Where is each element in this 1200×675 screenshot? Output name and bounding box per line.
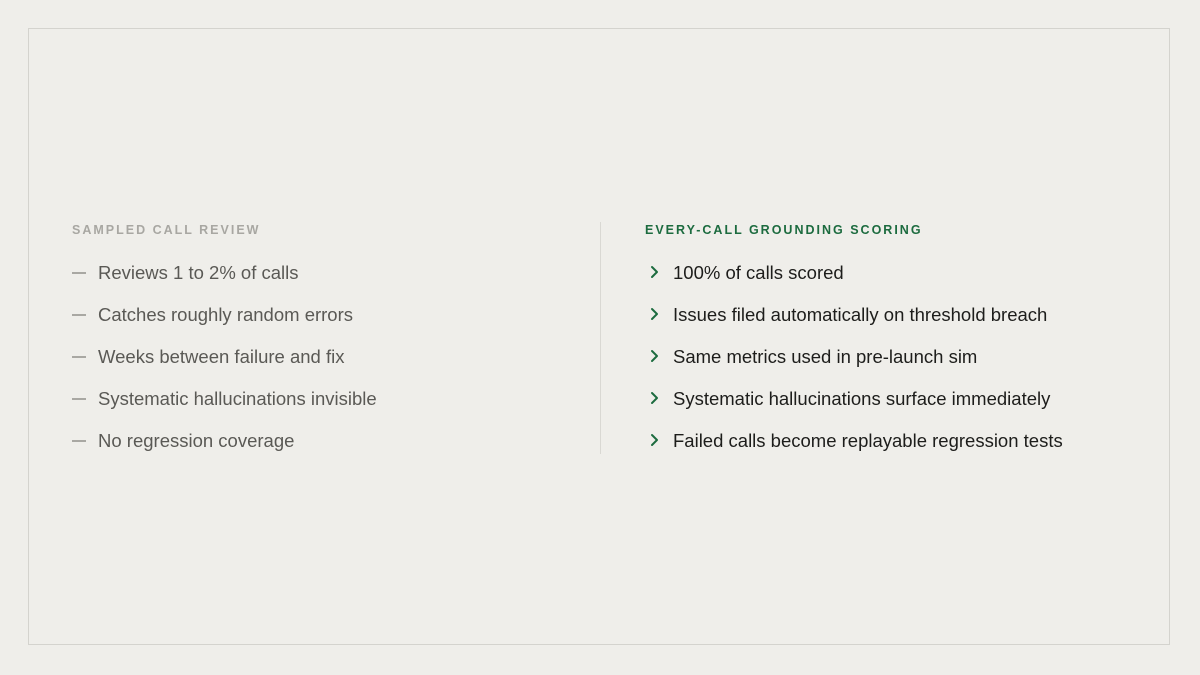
sampled-review-heading: SAMPLED CALL REVIEW [72,223,261,237]
grounding-scoring-list [645,262,1165,452]
list-item [72,430,572,452]
dash-icon [72,398,86,400]
column-divider [600,222,601,454]
chevron-right-icon [649,391,661,405]
list-item-label: Weeks between failure and fix [98,346,345,367]
list-item [72,304,572,326]
dash-icon [72,314,86,316]
chevron-right-icon [649,433,661,447]
list-item [72,388,572,410]
chevron-right-icon [649,307,661,321]
grounding-scoring-heading: EVERY-CALL GROUNDING SCORING [645,223,923,237]
chevron-right-icon [649,349,661,363]
list-item [72,346,572,368]
list-item-label: Issues filed automatically on threshold breach [673,304,1048,325]
sampled-review-list [72,262,572,452]
sampled-review-column [72,222,572,472]
list-item-label: Failed calls become replayable regression tests [673,430,1063,451]
dash-icon [72,440,86,442]
list-item-label: Systematic hallucinations surface immediately [673,388,1051,409]
list-item [645,388,1165,410]
list-item-label: Same metrics used in pre-launch sim [673,346,978,367]
list-item-label: No regression coverage [98,430,295,451]
list-item [645,262,1165,284]
list-item-label: Reviews 1 to 2% of calls [98,262,299,283]
list-item-label: Systematic hallucinations invisible [98,388,377,409]
list-item-label: Catches roughly random errors [98,304,353,325]
dash-icon [72,272,86,274]
chevron-right-icon [649,265,661,279]
list-item-label: 100% of calls scored [673,262,844,283]
list-item [72,262,572,284]
list-item [645,304,1165,326]
dash-icon [72,356,86,358]
list-item [645,346,1165,368]
grounding-scoring-column [645,222,1165,472]
list-item [645,430,1165,452]
